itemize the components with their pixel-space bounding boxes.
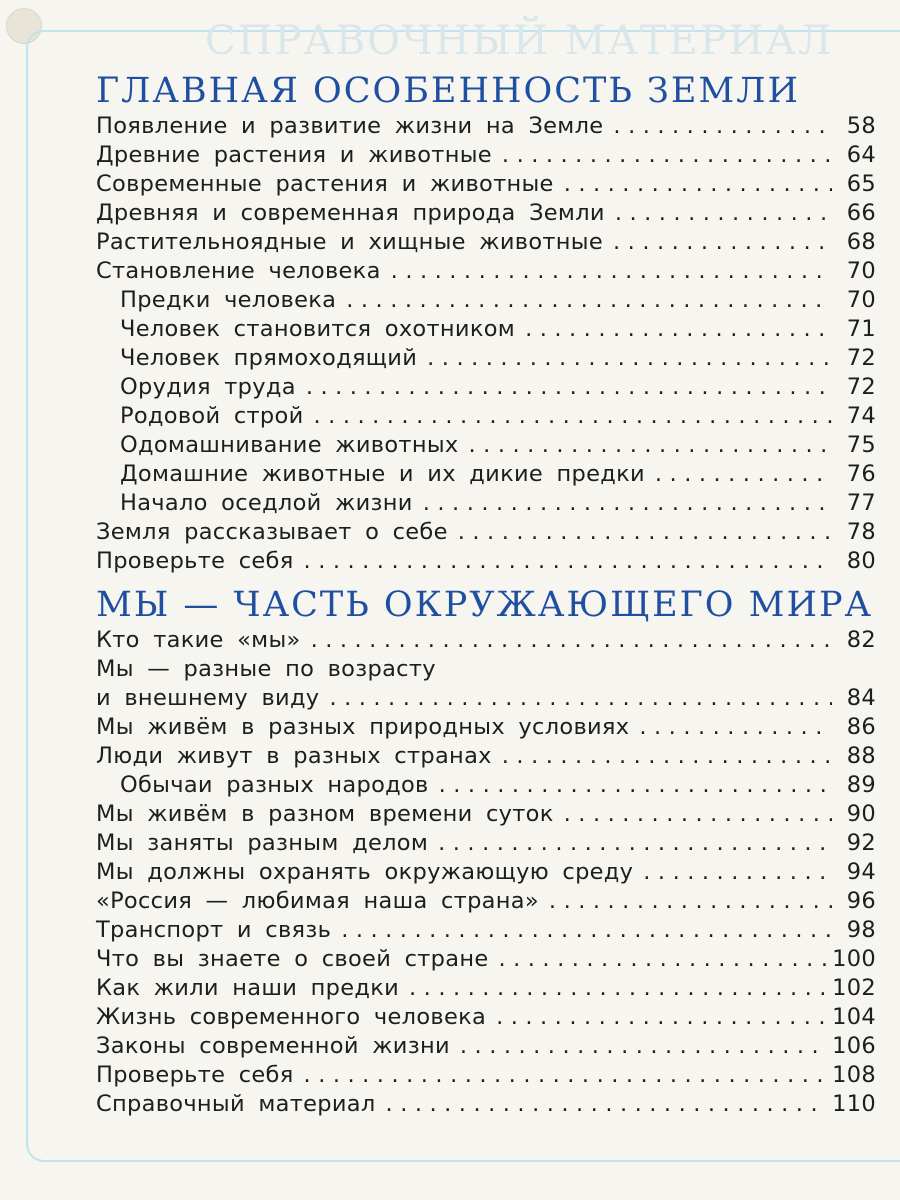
toc-page-number: 106 (832, 1033, 876, 1059)
leader-dots (502, 742, 832, 771)
toc-entry-title: Одомашнивание животных (120, 432, 459, 458)
toc-page-number: 71 (846, 316, 876, 342)
leader-dots (469, 431, 832, 460)
toc-page-number: 92 (846, 830, 876, 856)
leader-dots (391, 257, 832, 286)
toc-entry (96, 626, 876, 655)
leader-dots (502, 141, 832, 170)
leader-dots (549, 887, 832, 916)
leader-dots (304, 547, 832, 576)
toc-entry-title: Древние растения и животные (96, 142, 492, 168)
toc-entry-title: Становление человека (96, 258, 381, 284)
toc-page-number: 65 (846, 171, 876, 197)
toc-entry (96, 170, 876, 199)
leader-dots (643, 858, 832, 887)
toc-entry (96, 547, 876, 576)
toc-entry (96, 402, 876, 431)
toc-page-number: 78 (846, 519, 876, 545)
toc-entry (96, 228, 876, 257)
toc-entry-multiline (96, 655, 876, 713)
toc-page-number: 75 (846, 432, 876, 458)
toc-entry-title: Растительноядные и хищные животные (96, 229, 604, 255)
toc-page-number: 70 (846, 258, 876, 284)
toc-page-number: 104 (832, 1004, 876, 1030)
toc-entry (96, 800, 876, 829)
leader-dots (498, 945, 826, 974)
toc-entry-title: Современные растения и животные (96, 171, 554, 197)
leader-dots (460, 1032, 826, 1061)
toc-entry (96, 974, 876, 1003)
leader-dots (306, 373, 832, 402)
toc-entry-title: Обычаи разных народов (120, 772, 429, 798)
toc-entry (96, 1032, 876, 1061)
leader-dots (329, 684, 832, 713)
toc-entry (96, 344, 876, 373)
toc-entry-title: Древняя и современная природа Земли (96, 200, 605, 226)
toc-page-number: 82 (846, 627, 876, 653)
toc-entry (96, 1003, 876, 1032)
leader-dots (564, 170, 832, 199)
toc-entry-title: Мы живём в разных природных условиях (96, 714, 630, 740)
leader-dots (311, 626, 832, 655)
leader-dots (458, 518, 832, 547)
toc-entry-title: Появление и развитие жизни на Земле (96, 113, 604, 139)
toc-entry-title: Что вы знаете о своей стране (96, 946, 489, 972)
toc-entry-title: Домашние животные и их дикие предки (120, 461, 645, 487)
toc-entry-title: Мы должны охранять окружающую среду (96, 859, 634, 885)
section-heading-2: МЫ — ЧАСТЬ ОКРУЖАЮЩЕГО МИРА (96, 585, 874, 625)
leader-dots (427, 344, 832, 373)
leader-dots (341, 916, 832, 945)
toc-page-number: 96 (846, 888, 876, 914)
toc-entry (96, 431, 876, 460)
toc-entry (96, 489, 876, 518)
toc-entry-title: Проверьте себя (96, 1062, 294, 1088)
toc-entry (96, 286, 876, 315)
leader-dots (564, 800, 832, 829)
toc-page-number: 58 (846, 113, 876, 139)
leader-dots (409, 974, 826, 1003)
leader-dots (639, 713, 832, 742)
toc-entry-title: Люди живут в разных странах (96, 743, 492, 769)
leader-dots (346, 286, 832, 315)
leader-dots (423, 489, 832, 518)
toc-entry (96, 887, 876, 916)
toc-page-number: 68 (846, 229, 876, 255)
toc-page-number: 64 (846, 142, 876, 168)
toc-page-number: 94 (846, 859, 876, 885)
toc-entry (96, 771, 876, 800)
section-heading-1: ГЛАВНАЯ ОСОБЕННОСТЬ ЗЕМЛИ (96, 71, 800, 111)
toc-entry-title: Транспорт и связь (96, 917, 332, 943)
toc-entry (96, 1061, 876, 1090)
toc-page-number: 74 (846, 403, 876, 429)
toc-page-number: 88 (846, 743, 876, 769)
toc-entry-title: Начало оседлой жизни (120, 490, 413, 516)
toc-entry-title: Земля рассказывает о себе (96, 519, 448, 545)
toc-entry (96, 460, 876, 489)
toc-page-number: 84 (846, 685, 876, 711)
toc-page-number: 108 (832, 1062, 876, 1088)
toc-page-number: 86 (846, 714, 876, 740)
toc-entry-title: «Россия — любимая наша страна» (96, 888, 539, 914)
toc-entry-title: Законы современной жизни (96, 1033, 450, 1059)
toc-entry-title: Жизнь современного человека (96, 1004, 487, 1030)
toc-page-number: 72 (846, 345, 876, 371)
leader-dots (438, 829, 832, 858)
leader-dots (304, 1061, 827, 1090)
toc-entry (96, 742, 876, 771)
toc-entry-title: Мы заняты разным делом (96, 830, 429, 856)
toc-entry (96, 1090, 876, 1119)
toc-entry (96, 199, 876, 228)
toc-entry (96, 916, 876, 945)
toc-entry-title: Справочный материал (96, 1091, 376, 1117)
toc-entry-title: Орудия труда (120, 374, 296, 400)
toc-page-number: 72 (846, 374, 876, 400)
toc-page-number: 100 (832, 946, 876, 972)
leader-dots (655, 460, 832, 489)
leader-dots (613, 228, 832, 257)
toc-entry (96, 141, 876, 170)
toc-entry-title: Мы живём в разном времени суток (96, 801, 554, 827)
toc-entry (96, 112, 876, 141)
leader-dots (525, 315, 832, 344)
toc-page-number: 77 (846, 490, 876, 516)
leader-dots (613, 112, 832, 141)
toc-entry-title: Человек прямоходящий (120, 345, 418, 371)
toc-entry-title: Проверьте себя (96, 548, 294, 574)
toc-entry-title-line2: и внешнему виду (96, 685, 320, 711)
toc-entry-title: Предки человека (120, 287, 337, 313)
toc-page-number: 90 (846, 801, 876, 827)
leader-dots (386, 1090, 827, 1119)
toc-entry (96, 257, 876, 286)
toc-page-number: 80 (846, 548, 876, 574)
toc-entry (96, 945, 876, 974)
section-2-entries-b (96, 713, 876, 1119)
toc-page-number: 76 (846, 461, 876, 487)
leader-dots (615, 199, 832, 228)
toc-page-number: 110 (832, 1091, 876, 1117)
leader-dots (314, 402, 832, 431)
toc-page-number: 89 (846, 772, 876, 798)
toc-entry (96, 315, 876, 344)
leader-dots (439, 771, 832, 800)
toc-entry (96, 858, 876, 887)
leader-dots (496, 1003, 826, 1032)
toc-page-number: 66 (846, 200, 876, 226)
toc-entry-title: Родовой строй (120, 403, 304, 429)
section-1-entries (96, 112, 876, 576)
toc-entry (96, 829, 876, 858)
section-2-entries-a (96, 626, 876, 655)
toc-entry-title-line1: Мы — разные по возрасту (96, 656, 436, 682)
toc-entry (96, 373, 876, 402)
toc-page-number: 98 (846, 917, 876, 943)
table-of-contents (96, 70, 876, 1119)
toc-entry-title: Человек становится охотником (120, 316, 516, 342)
toc-entry (96, 713, 876, 742)
toc-entry (96, 518, 876, 547)
toc-page-number: 102 (832, 975, 876, 1001)
toc-entry-title: Кто такие «мы» (96, 627, 301, 653)
show-through-running-header: СПРАВОЧНЫЙ МАТЕРИАЛ (205, 18, 834, 64)
toc-entry-title: Как жили наши предки (96, 975, 400, 1001)
toc-page-number: 70 (846, 287, 876, 313)
